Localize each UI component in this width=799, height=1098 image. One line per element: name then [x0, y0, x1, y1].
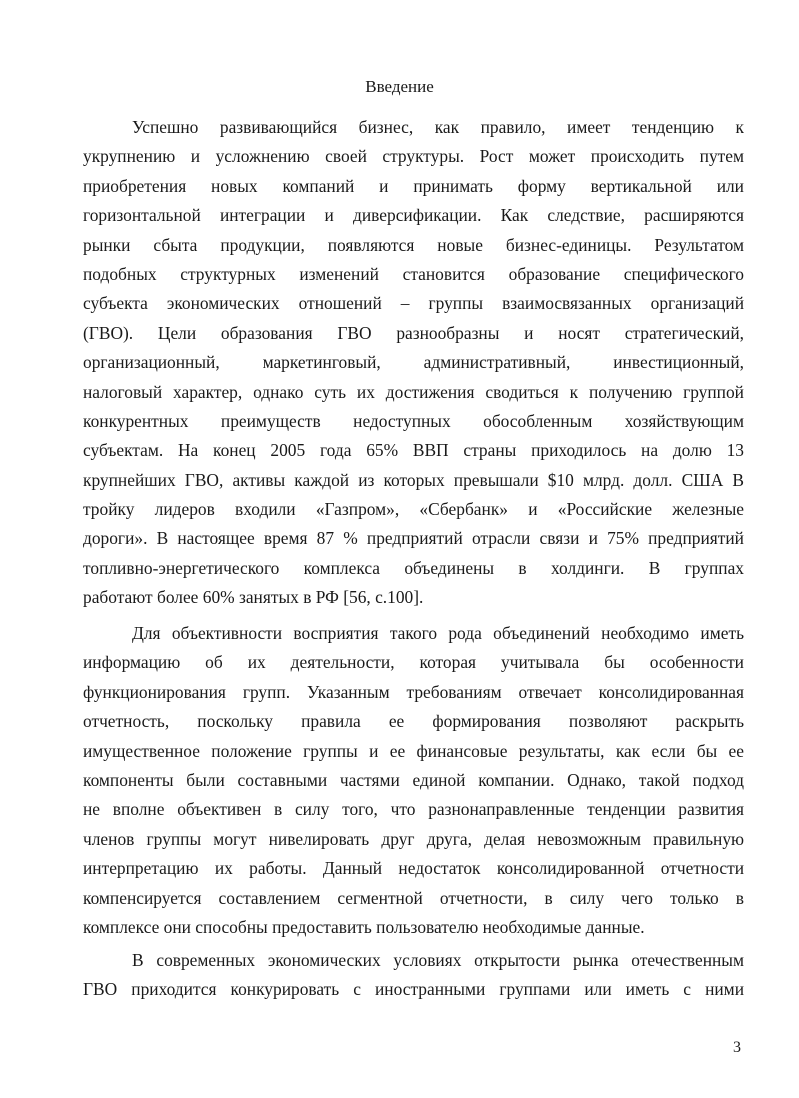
text-line: рынки сбыта продукции, появляются новые бизнес-единицы. Результатом [83, 234, 744, 255]
text-line: приобретения новых компаний и принимать форму вертикальной или [83, 175, 744, 196]
text-line: компенсируется составлением сегментной отчетности, в силу чего только в [83, 887, 744, 908]
text-line: Успешно развивающийся бизнес, как правило, имеет тенденцию к [132, 117, 744, 137]
paragraph-2 [83, 619, 744, 942]
text-line: дороги». В настоящее время 87 % предприятий отрасли связи и 75% предприятий [83, 528, 744, 549]
text-line: ГВО приходится конкурировать с иностранными группами или иметь с ними [83, 979, 744, 1000]
text-line: субъектам. На конец 2005 года 65% ВВП страны приходилось на долю 13 [83, 440, 744, 461]
text-line: имущественное положение группы и ее финансовые результаты, как если бы ее [83, 740, 744, 761]
text-line: не вполне объективен в силу того, что разнонаправленные тенденции развития [83, 799, 744, 820]
text-line: комплексе они способны предоставить пользователю необходимые данные. [83, 916, 645, 937]
text-line: топливно-энергетического комплекса объединены в холдинги. В группах [83, 557, 744, 578]
text-line: интерпретацию их работы. Данный недостаток консолидированной отчетности [83, 858, 744, 879]
page-title: Введение [365, 77, 434, 96]
text-line: укрупнению и усложнению своей структуры. Рост может происходить путем [83, 146, 744, 167]
text-line: горизонтальной интеграции и диверсификации. Как следствие, расширяются [83, 205, 744, 226]
text-line: В современных экономических условиях открытости рынка отечественным [132, 950, 744, 970]
page-number: 3 [733, 1039, 741, 1056]
text-line: подобных структурных изменений становится образование специфического [83, 263, 744, 284]
text-line: (ГВО). Цели образования ГВО разнообразны и носят стратегический, [83, 322, 744, 343]
text-line: функционирования групп. Указанным требованиям отвечает консолидированная [83, 681, 744, 702]
paragraph-1 [83, 113, 744, 613]
text-line: конкурентных преимуществ недоступных обособленным хозяйствующим [83, 410, 744, 431]
text-line: членов группы могут нивелировать друг друга, делая невозможным правильную [83, 828, 744, 849]
paragraph-3 [83, 946, 744, 1005]
text-line: крупнейших ГВО, активы каждой из которых превышали $10 млрд. долл. США В [83, 469, 744, 490]
text-line: работают более 60% занятых в РФ [56, с.100]. [83, 587, 424, 608]
text-line: субъекта экономических отношений – группы взаимосвязанных организаций [83, 293, 744, 314]
text-line: налоговый характер, однако суть их достижения сводиться к получению группой [83, 381, 744, 402]
text-line: организационный, маркетинговый, административный, инвестиционный, [83, 352, 744, 373]
text-line: компоненты были составными частями единой компании. Однако, такой подход [83, 769, 744, 790]
text-line: информацию об их деятельности, которая учитывала бы особенности [83, 652, 744, 673]
text-line: Для объективности восприятия такого рода объединений необходимо иметь [132, 623, 744, 643]
text-line: тройку лидеров входили «Газпром», «Сбербанк» и «Российские железные [83, 499, 744, 520]
text-line: отчетность, поскольку правила ее формирования позволяют раскрыть [83, 711, 744, 732]
